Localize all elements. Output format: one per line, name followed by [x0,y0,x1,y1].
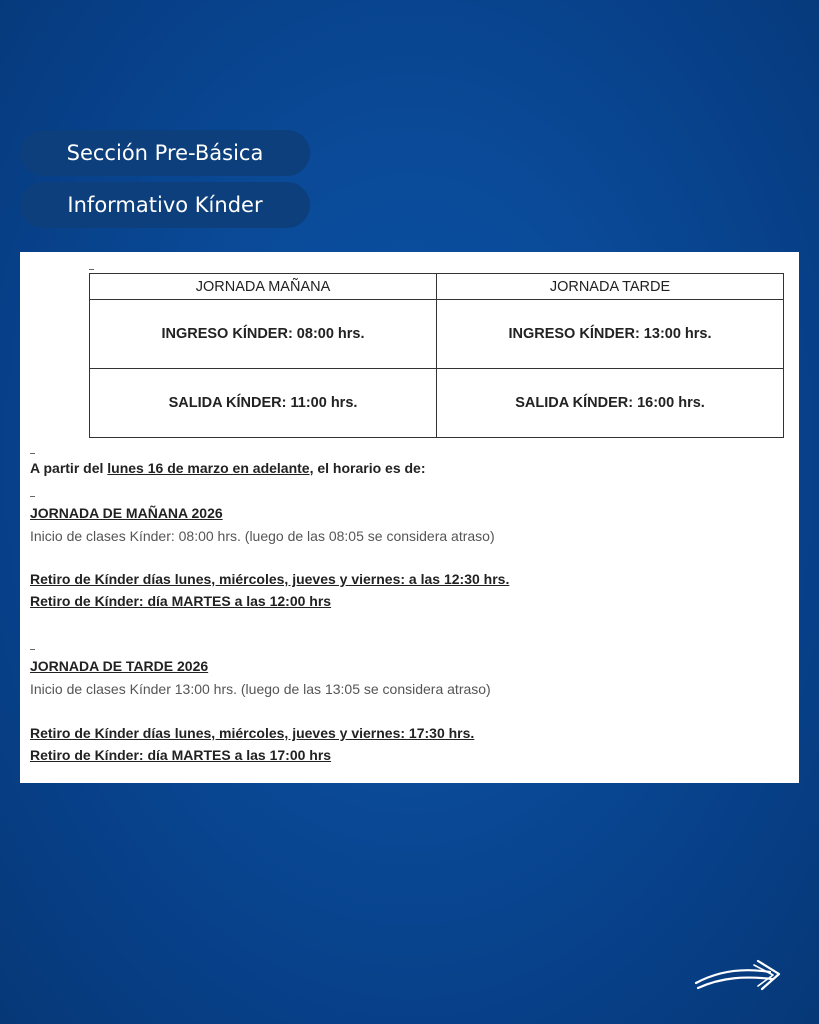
intro-suffix: , el horario es de: [309,460,426,476]
table-cell: INGRESO KÍNDER: 13:00 hrs. [437,300,784,369]
table-row [90,300,784,369]
morning-pickup-week: Retiro de Kínder días lunes, miércoles, jueves y viernes: a las 12:30 hrs. [30,571,510,587]
arrow-right-icon[interactable] [690,952,785,997]
morning-start: Inicio de clases Kínder: 08:00 hrs. (luego de las 08:05 se considera atraso) [30,528,495,544]
afternoon-pickup-tuesday: Retiro de Kínder: día MARTES a las 17:00 hrs [30,747,332,763]
section-title: Sección Pre-Básica [66,141,264,165]
paragraph-mark [89,269,94,270]
subtitle-badge [20,182,310,228]
afternoon-pickup-week: Retiro de Kínder días lunes, miércoles, jueves y viernes: 17:30 hrs. [30,725,475,741]
table-header-row [90,274,784,300]
subtitle: Informativo Kínder [67,193,263,217]
table-cell: SALIDA KÍNDER: 11:00 hrs. [90,369,437,438]
afternoon-title: JORNADA DE TARDE 2026 [30,658,209,674]
table-row [90,369,784,438]
intro-date: lunes 16 de marzo en adelante [107,460,310,476]
paragraph-mark [30,496,35,497]
morning-title: JORNADA DE MAÑANA 2026 [30,505,223,521]
table-header-afternoon: JORNADA TARDE [437,274,784,300]
schedule-table [89,273,784,438]
paragraph-mark [30,649,35,650]
intro-prefix: A partir del [30,460,108,476]
intro-text [30,460,426,476]
morning-pickup-tuesday: Retiro de Kínder: día MARTES a las 12:00 hrs [30,593,332,609]
table-header-morning: JORNADA MAÑANA [90,274,437,300]
table-cell: SALIDA KÍNDER: 16:00 hrs. [437,369,784,438]
schedule-document [20,252,799,783]
table-cell: INGRESO KÍNDER: 08:00 hrs. [90,300,437,369]
paragraph-mark [30,453,35,454]
afternoon-start: Inicio de clases Kínder 13:00 hrs. (luego de las 13:05 se considera atraso) [30,681,491,697]
section-title-badge [20,130,310,176]
